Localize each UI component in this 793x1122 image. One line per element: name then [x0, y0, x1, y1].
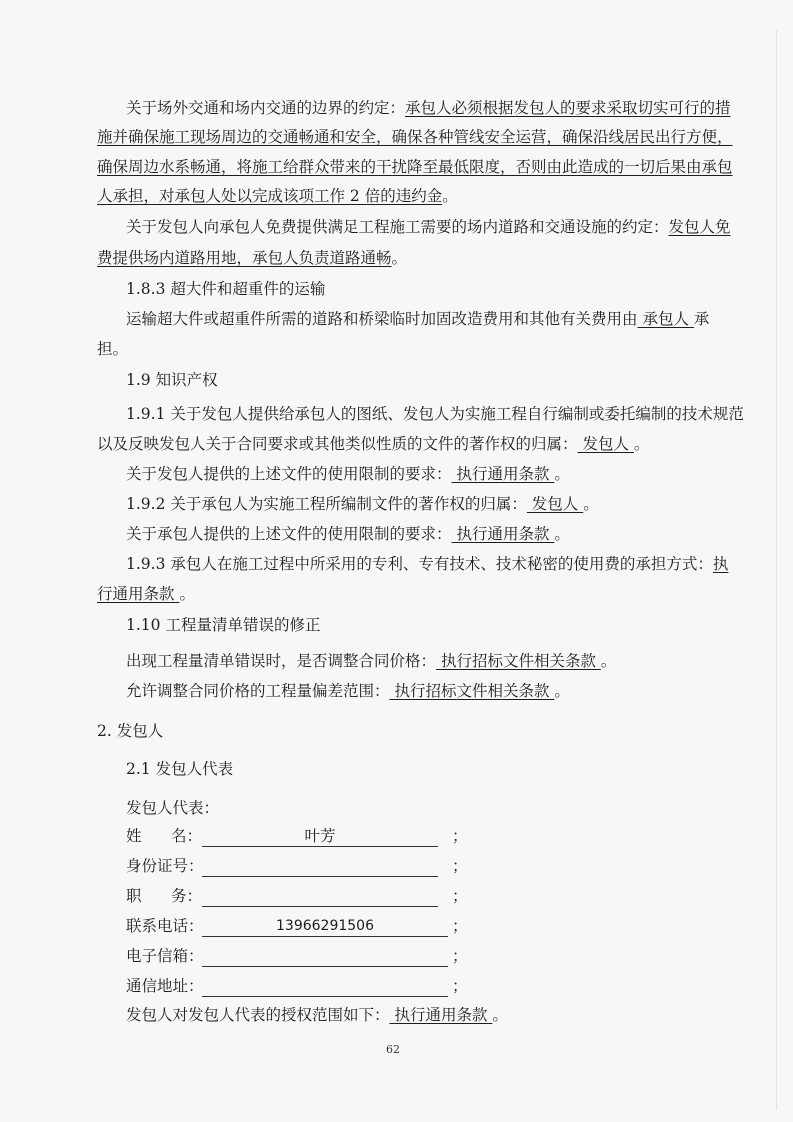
text: 允许调整合同价格的工程量偏差范围： — [126, 682, 390, 700]
section-heading-1-8-3: 1.8.3 超大件和超重件的运输 — [126, 280, 326, 298]
paragraph-oversize-transport — [126, 309, 746, 329]
phone-label: 联系电话： — [126, 917, 204, 935]
name-label: 姓 名： — [126, 827, 203, 845]
underlined-value: 发包人 — [526, 495, 584, 513]
semicolon: ； — [452, 857, 468, 875]
text: 。 — [554, 682, 570, 700]
name-field: 叶芳 — [202, 826, 438, 847]
paragraph-bq-error — [126, 651, 746, 671]
page-number: 62 — [386, 1043, 400, 1056]
paragraph-quantity-deviation — [126, 681, 746, 701]
text: 。 — [633, 435, 650, 453]
underlined-value: 费提供场内道路用地，承包人负责道路通畅 — [97, 249, 392, 267]
underlined-value: 执行通用条款 — [451, 465, 555, 483]
paragraph-1-9-3 — [126, 554, 746, 574]
address-field — [202, 976, 448, 997]
section-heading-2-1: 2.1 发包人代表 — [126, 760, 234, 778]
section-heading-1-9: 1.9 知识产权 — [126, 371, 218, 389]
page-edge-shadow — [776, 30, 777, 1110]
phone-field: 13966291506 — [202, 916, 448, 937]
text: 出现工程量清单错误时，是否调整合同价格： — [126, 652, 437, 670]
paragraph-line — [97, 186, 717, 206]
text: 承 — [693, 310, 710, 328]
text: 。 — [600, 652, 617, 670]
underlined-value: 执行招标文件相关条款 — [389, 682, 555, 700]
underlined-value: 执行通用条款 — [451, 525, 555, 543]
semicolon: ； — [452, 977, 468, 995]
text: 关于场外交通和场内交通的边界的约定： — [126, 99, 406, 117]
underlined-value: 发包人 — [577, 435, 634, 453]
underlined-value: 施并确保施工现场周边的交通畅通和安全，确保各种管线安全运营，确保沿线居民出行方便， — [97, 128, 733, 146]
text: 关于发包人向承包人免费提供满足工程施工需要的场内道路和交通设施的约定： — [126, 218, 669, 236]
paragraph-line — [97, 127, 733, 147]
underlined-value: 执 — [712, 555, 729, 573]
text: 发包人对发包人代表的授权范围如下： — [126, 1006, 390, 1024]
underlined-value: 承包人 — [637, 310, 694, 328]
title-field — [202, 886, 438, 907]
paragraph-line: 担。 — [97, 340, 129, 358]
text: 。 — [583, 495, 599, 513]
paragraph-1-9-2 — [126, 494, 746, 514]
text: 运输超大件或超重件所需的道路和桥梁临时加固改造费用和其他有关费用由 — [126, 310, 638, 328]
text: 以及反映发包人关于合同要求或其他类似性质的文件的著作权的归属： — [97, 435, 578, 453]
semicolon: ； — [452, 947, 468, 965]
underlined-value: 执行通用条款 — [389, 1006, 493, 1024]
semicolon: ； — [452, 887, 468, 905]
underlined-value: 确保周边水系畅通，将施工给群众带来的干扰降至最低限度，否则由此造成的一切后果由承包 — [97, 158, 733, 176]
email-label: 电子信箱： — [126, 947, 204, 965]
rep-heading: 发包人代表： — [126, 799, 220, 817]
id-label: 身份证号： — [126, 857, 204, 875]
paragraph-usage-limit-employer — [126, 464, 746, 484]
semicolon: ； — [452, 917, 468, 935]
paragraph-1-9-1: 1.9.1 关于发包人提供给承包人的图纸、发包人为实施工程自行编制或委托编制的技术规范 — [126, 405, 744, 423]
paragraph-line — [97, 434, 717, 454]
address-label: 通信地址： — [126, 977, 204, 995]
paragraph-site-roads — [126, 217, 746, 237]
paragraph-line — [97, 248, 717, 268]
text: 。 — [391, 249, 408, 267]
title-label: 职 务： — [126, 887, 203, 905]
text: 。 — [179, 585, 195, 603]
underlined-value: 发包人免 — [668, 218, 731, 236]
text: 。 — [442, 187, 458, 205]
paragraph-traffic-boundary — [126, 98, 746, 118]
text: 1.9.2 关于承包人为实施工程所编制文件的著作权的归属： — [126, 495, 527, 513]
text: 关于发包人提供的上述文件的使用限制的要求： — [126, 465, 452, 483]
underlined-value: 人承担，对承包人处以完成该项工作 2 倍的违约金 — [97, 187, 443, 205]
paragraph-line — [97, 157, 733, 177]
id-field — [202, 856, 438, 877]
paragraph-authorization-scope — [126, 1005, 746, 1025]
text: 。 — [554, 525, 570, 543]
text: 。 — [554, 465, 570, 483]
paragraph-line — [97, 584, 717, 604]
section-heading-2: 2. 发包人 — [97, 722, 164, 740]
email-field — [202, 946, 448, 967]
semicolon: ； — [452, 827, 468, 845]
underlined-value: 执行招标文件相关条款 — [436, 652, 601, 670]
section-heading-1-10: 1.10 工程量清单错误的修正 — [126, 616, 321, 634]
paragraph-usage-limit-contractor — [126, 524, 746, 544]
text: 关于承包人提供的上述文件的使用限制的要求： — [126, 525, 452, 543]
text: 。 — [492, 1006, 508, 1024]
underlined-value: 承包人必须根据发包人的要求采取切实可行的措 — [405, 99, 731, 117]
text: 1.9.3 承包人在施工过程中所采用的专利、专有技术、技术秘密的使用费的承担方式： — [126, 555, 713, 573]
underlined-value: 行通用条款 — [97, 585, 180, 603]
